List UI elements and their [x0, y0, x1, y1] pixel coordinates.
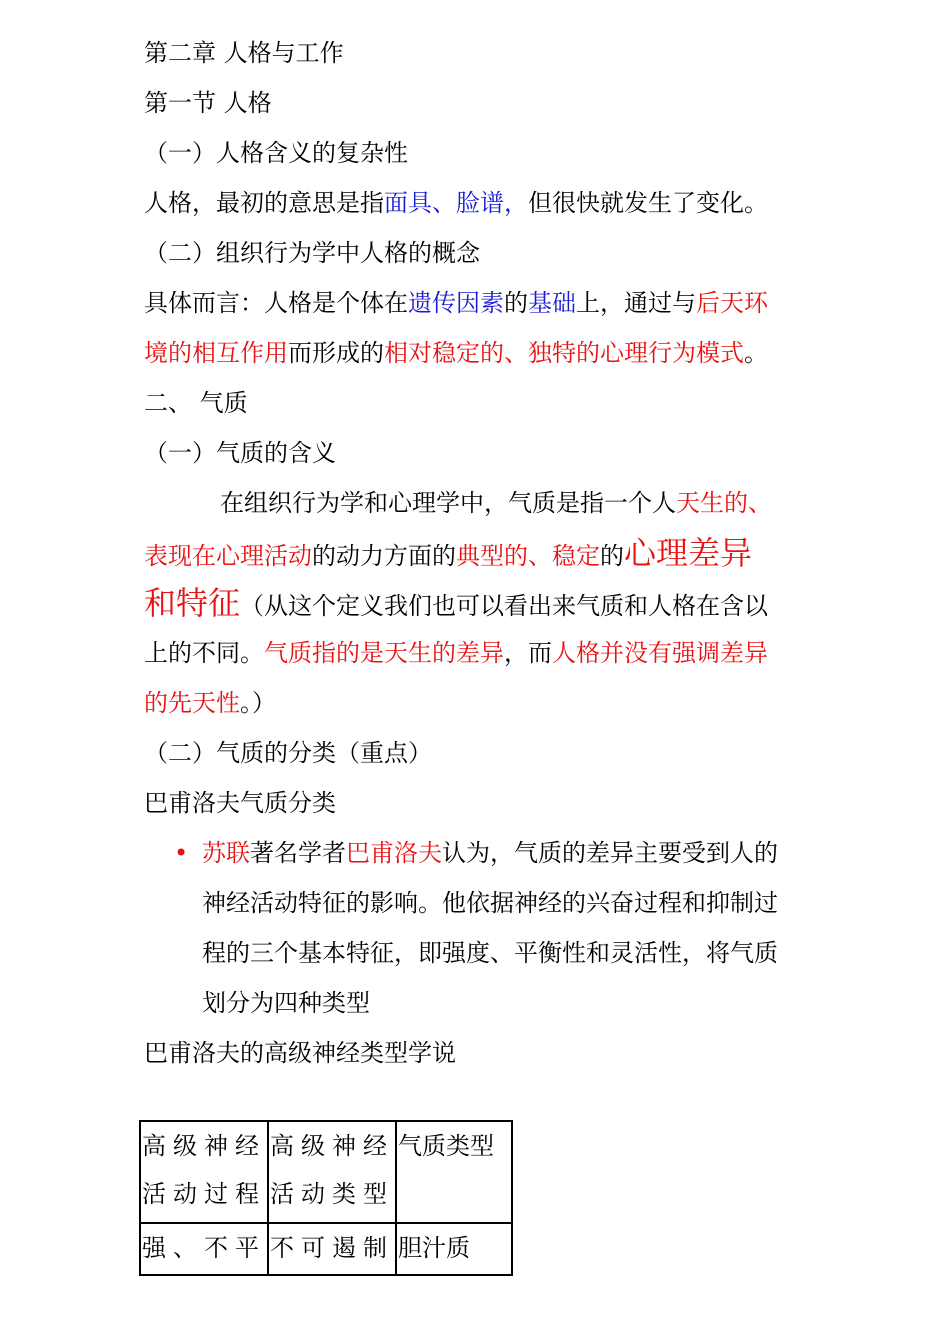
text-run: 认为，气质的差异主要受到人的 — [442, 839, 778, 867]
nervous-type-table — [139, 1120, 513, 1276]
section-heading-personality: 第一节 人格 — [144, 89, 272, 117]
chapter-heading: 第二章 人格与工作 — [144, 39, 344, 67]
section-heading-temperament: 二、 气质 — [144, 389, 248, 417]
text-run: 著名学者 — [250, 839, 346, 867]
paragraph-temperament-line4 — [144, 628, 814, 678]
highlight-innate: 天生的、 — [676, 489, 772, 517]
text-run: 。 — [744, 339, 768, 367]
table-row — [140, 1223, 512, 1275]
table-header-cell: 气质类型 — [396, 1121, 512, 1223]
text-run: 上，通过与 — [576, 289, 696, 317]
text-run: 人格，最初的意思是指 — [144, 189, 384, 217]
table-cell: 强、不平 — [140, 1223, 268, 1275]
bullet-line2: 神经活动特征的影响。他依据神经的兴奋过程和抑制过 — [202, 889, 778, 917]
bullet-icon: • — [174, 839, 189, 867]
highlight-mental-activity: 表现在心理活动 — [144, 542, 312, 570]
paragraph-temperament-line1 — [144, 478, 814, 528]
table-header-row — [140, 1121, 512, 1223]
document-body — [144, 28, 814, 1078]
subheading-concept: （二）组织行为学中人格的概念 — [144, 239, 480, 267]
paragraph-definition-line1 — [144, 278, 814, 328]
text-run: 的 — [504, 289, 528, 317]
subheading-meaning: （一）气质的含义 — [144, 439, 336, 467]
bullet-item — [144, 828, 814, 1028]
text-run: ，而 — [504, 639, 552, 667]
highlight-pavlov: 巴甫洛夫 — [346, 839, 442, 867]
bullet-line4: 划分为四种类型 — [202, 989, 370, 1017]
table-header-cell: 高级神经活动过程 — [140, 1121, 268, 1223]
text-run: 的动力方面的 — [312, 542, 456, 570]
text-run: 上的不同。 — [144, 639, 264, 667]
text-run: （从这个定义我们也可以看出来气质和人格在含以 — [240, 592, 769, 620]
highlight-innate-difference: 气质指的是天生的差异 — [264, 639, 504, 667]
bullet-line1 — [202, 828, 814, 878]
highlight-congenital: 的先天性 — [144, 689, 240, 717]
highlight-features: 和特征 — [144, 584, 241, 622]
table-header-cell: 高级神经活动类型 — [268, 1121, 396, 1223]
highlight-soviet: 苏联 — [202, 839, 250, 867]
highlight-mask: 面具、脸谱， — [384, 189, 528, 217]
pavlov-title: 巴甫洛夫气质分类 — [144, 789, 336, 817]
text-run: 在组织行为学和心理学中，气质是指一个人 — [220, 489, 676, 517]
highlight-basis: 基础 — [528, 289, 576, 317]
highlight-typical-stable: 典型的、稳定 — [456, 542, 600, 570]
highlight-pattern: 相对稳定的、独特的心理行为模式 — [384, 339, 744, 367]
pavlov-theory-title: 巴甫洛夫的高级神经类型学说 — [144, 1039, 456, 1067]
highlight-environment: 后天环 — [696, 289, 768, 317]
text-run: 。） — [240, 689, 276, 717]
table-cell: 不可遏制 — [268, 1223, 396, 1275]
paragraph-definition-line2 — [144, 328, 814, 378]
subheading-classification: （二）气质的分类（重点） — [144, 739, 432, 767]
highlight-interaction: 境的相互作用 — [144, 339, 288, 367]
text-run: 而形成的 — [288, 339, 384, 367]
bullet-line3: 程的三个基本特征，即强度、平衡性和灵活性，将气质 — [202, 939, 778, 967]
text-run: 的 — [600, 542, 624, 570]
table-cell: 胆汁质 — [396, 1223, 512, 1275]
text-run: 具体而言：人格是个体在 — [144, 289, 408, 317]
highlight-psych-difference: 心理差异 — [624, 534, 753, 572]
subheading-complexity: （一）人格含义的复杂性 — [144, 139, 408, 167]
highlight-no-emphasis: 人格并没有强调差异 — [552, 639, 768, 667]
highlight-heredity: 遗传因素 — [408, 289, 504, 317]
text-run: 但很快就发生了变化。 — [528, 189, 768, 217]
paragraph-origin — [144, 178, 814, 228]
paragraph-temperament-line3 — [144, 578, 814, 628]
paragraph-temperament-line2 — [144, 528, 814, 578]
paragraph-temperament-line5 — [144, 678, 814, 728]
